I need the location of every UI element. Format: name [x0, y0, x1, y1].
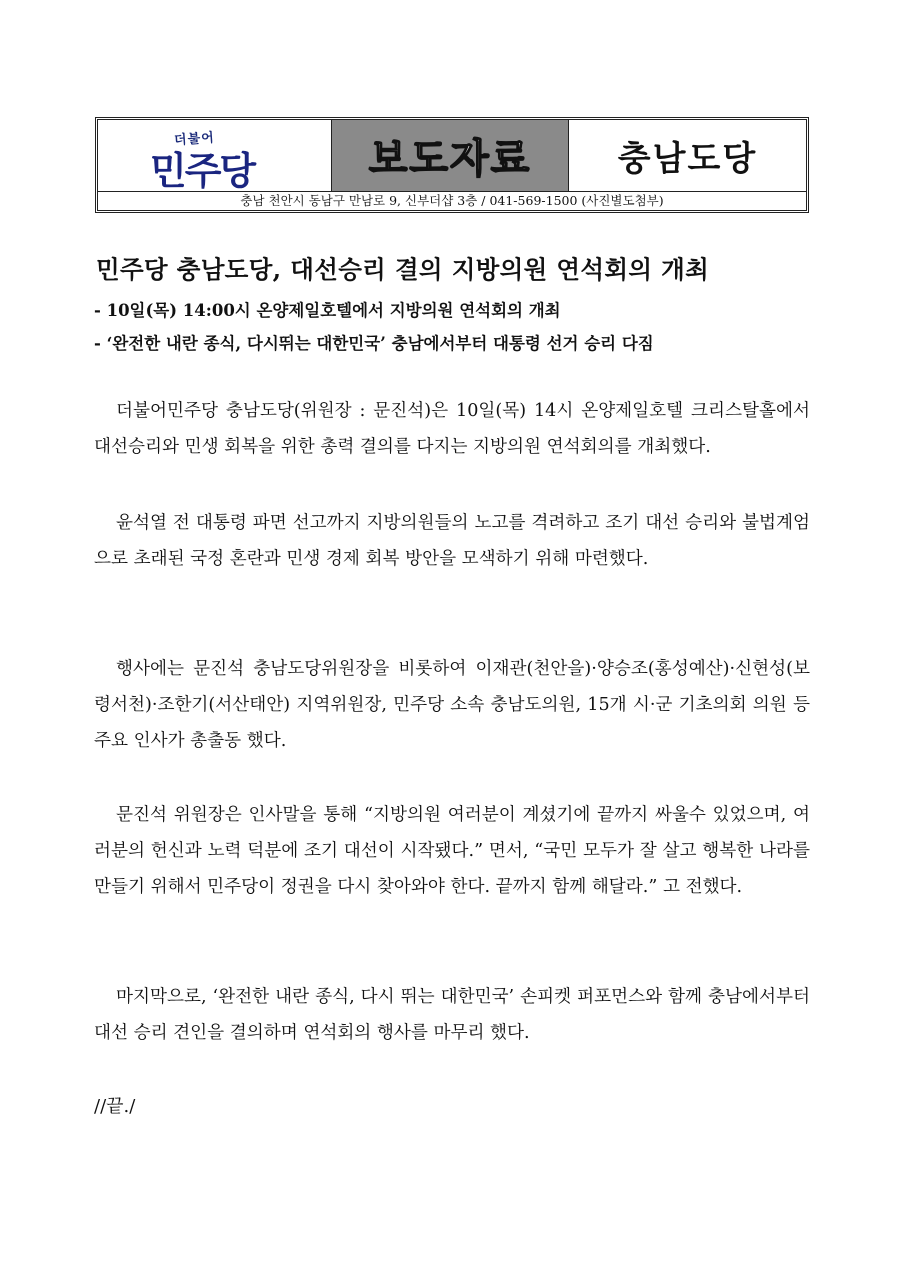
- press-release-cell: [332, 120, 569, 191]
- paragraph-2: 윤석열 전 대통령 파면 선고까지 지방의원들의 노고를 격려하고 조기 대선 승리와 불법계엄으로 초래된 국정 혼란과 민생 경제 회복 방안을 모색하기 위해 마련했다.: [94, 513, 810, 569]
- paragraph-1: 더불어민주당 충남도당(위원장 : 문진석)은 10일(목) 14시 온양제일호텔 크리스탈홀에서 대선승리와 민생 회복을 위한 총력 결의를 다지는 지방의원 연석회의를 개최했다.: [94, 401, 810, 457]
- press-release-label: 보도자료: [368, 136, 532, 182]
- paragraph-5: 마지막으로, ‘완전한 내란 종식, 다시 뛰는 대한민국’ 손피켓 퍼포먼스와 함께 충남에서부터 대선 승리 견인을 결의하며 연석회의 행사를 마무리 했다.: [94, 987, 810, 1043]
- press-release-header: [95, 117, 809, 213]
- org-cell: [569, 120, 806, 191]
- subhead-2: - ‘완전한 내란 종식, 다시뛰는 대한민국’ 충남에서부터 대통령 선거 승리 다짐: [94, 334, 654, 353]
- party-logo: [98, 120, 332, 191]
- paragraph-3: 행사에는 문진석 충남도당위원장을 비롯하여 이재관(천안을)·양승조(홍성예산)·신현성(보령서천)·조한기(서산태안) 지역위원장, 민주당 소속 충남도의원, 15개 시·군 기초의회 의원 등 주요 인사가 총출동 했다.: [94, 659, 810, 751]
- headline: 민주당 충남도당, 대선승리 결의 지방의원 연석회의 개최: [96, 255, 710, 284]
- logo-small-text: 더불어: [173, 130, 216, 149]
- paragraph-4: 문진석 위원장은 인사말을 통해 “지방의원 여러분이 계셨기에 끝까지 싸울수 있었으며, 여러분의 헌신과 노력 덕분에 조기 대선이 시작됐다.” 면서, “국민 모두가 잘 살고 행복한 나라를 만들기 위해서 민주당이 정권을 다시 찾아와야 한다. 끝까지 함께 해달라.” 고 전했다.: [94, 805, 810, 897]
- logo-big-text: 민주당: [150, 149, 255, 193]
- end-mark: //끝./: [94, 1096, 136, 1117]
- address-line: 충남 천안시 동남구 만남로 9, 신부더샵 3층 / 041-569-1500 (사진별도첨부): [240, 193, 664, 208]
- subhead-1: - 10일(목) 14:00시 온양제일호텔에서 지방의원 연석회의 개최: [94, 301, 561, 320]
- org-label: 충남도당: [617, 139, 758, 179]
- header-row: [98, 120, 806, 192]
